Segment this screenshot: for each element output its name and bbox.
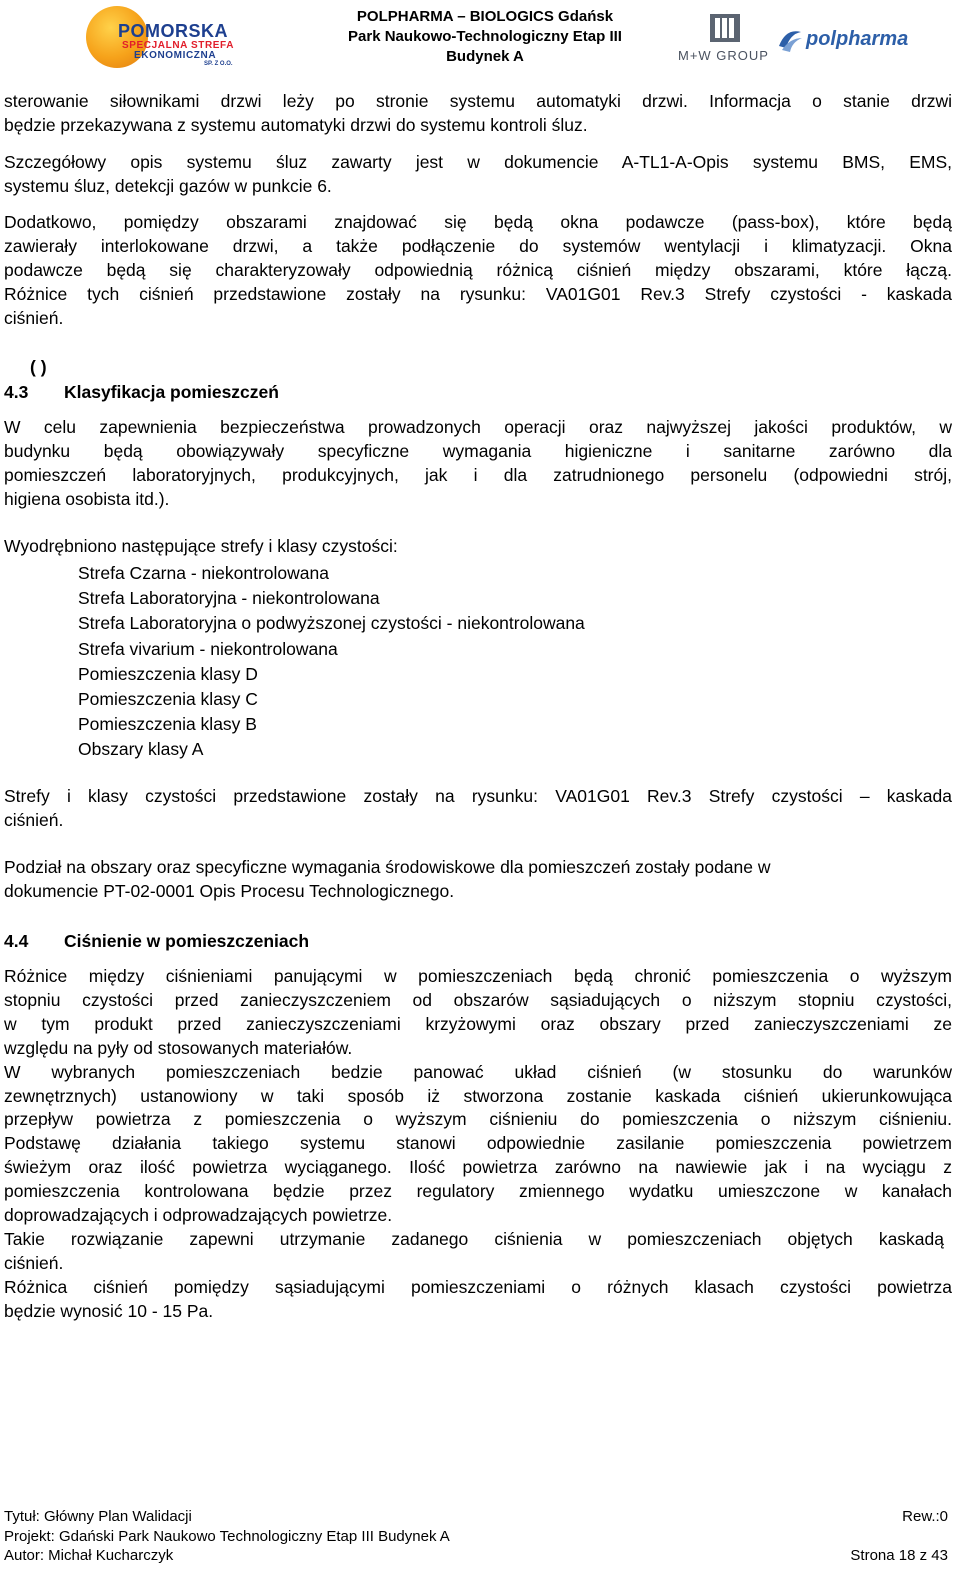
text-line: w tym produkt przed zanieczyszczeniami krzyżowymi oraz obszary przed zanieczyszczeniami ze bbox=[4, 1013, 952, 1034]
text-line: budynku będą obowiązywały specyficzne wymagania higieniczne i sanitarne zarówno dla bbox=[4, 440, 952, 461]
text-line: dokumencie PT-02-0001 Opis Procesu Technologicznego. bbox=[4, 880, 455, 901]
footer-author: Autor: Michał Kucharczyk bbox=[4, 1547, 174, 1564]
text-line: Szczegółowy opis systemu śluz zawarty jest w dokumencie A-TL1-A-Opis systemu BMS, EMS, bbox=[4, 152, 952, 172]
text-line: pomieszczeń laboratoryjnych, produkcyjnych, jak i dla zatrudnionego personelu (odpowiedni strój, bbox=[4, 464, 952, 485]
text-line: podawcze będą się charakteryzowały odpowiednią różnicą ciśnień między obszarami, które łączą. bbox=[4, 259, 952, 280]
footer-revision: Rew.:0 bbox=[902, 1508, 948, 1525]
text-line: zawierały interlokowane drzwi, a także podłączenie do systemów wentylacji i klimatyzacji. Okna bbox=[4, 235, 952, 256]
text-line: W celu zapewnienia bezpieczeństwa prowadzonych operacji oraz najwyższej jakości produktów, w bbox=[4, 417, 952, 437]
polpharma-text: polpharma bbox=[806, 28, 909, 50]
paragraph-room-pressure bbox=[4, 965, 952, 1324]
list-item: Strefa Laboratoryjna o podwyższonej czystości - niekontrolowana bbox=[78, 613, 585, 634]
text-line: zewnętrznych) ustanowiony w taki sposób iż stworzona zostanie kaskada ciśnień ukierunkowująca bbox=[4, 1085, 952, 1106]
section-heading-4-3 bbox=[4, 380, 279, 404]
header-title-line: Park Naukowo-Technologiczny Etap III bbox=[348, 28, 622, 45]
text-line: pomieszczenia kontrolowana będzie przez regulatory zmiennego wydatku umieszczone w kanałach bbox=[4, 1181, 952, 1202]
paragraph-zones-drawing bbox=[4, 785, 952, 833]
list-item: Strefa vivarium - niekontrolowana bbox=[78, 638, 338, 659]
cleanliness-zones-list bbox=[78, 561, 585, 763]
list-item: Pomieszczenia klasy D bbox=[78, 663, 258, 684]
section-heading-4-4 bbox=[4, 929, 309, 953]
footer-title: Tytuł: Główny Plan Walidacji bbox=[4, 1508, 192, 1525]
text-line: będzie przekazywana z systemu automatyki drzwi do systemu kontroli śluz. bbox=[4, 114, 588, 135]
logo-line-4: SP. Z O.O. bbox=[204, 61, 233, 67]
text-line: Podział na obszary oraz specyficzne wymagania środowiskowe dla pomieszczeń zostały podane w bbox=[4, 857, 771, 877]
header-title-line: Budynek A bbox=[446, 48, 524, 65]
section-number: 4.4 bbox=[4, 931, 29, 951]
text-line: Różnica ciśnień pomiędzy sąsiadującymi pomieszczeniami o różnych klasach czystości powietrza bbox=[4, 1276, 952, 1297]
footer-project: Projekt: Gdański Park Naukowo Technologiczny Etap III Budynek A bbox=[4, 1527, 450, 1545]
logo-line-3: EKONOMICZNA bbox=[134, 50, 217, 61]
paragraph-process-document bbox=[4, 856, 952, 904]
text-line: Różnice tych ciśnień przedstawione zostały na rysunku: VA01G01 Rev.3 Strefy czystości - kaskada bbox=[4, 283, 952, 304]
list-item: Pomieszczenia klasy B bbox=[78, 714, 257, 735]
stray-parentheses: ( ) bbox=[30, 357, 47, 377]
text-line: sterowanie siłownikami drzwi leży po stronie systemu automatyki drzwi. Informacja o stanie drzwi bbox=[4, 91, 952, 111]
text-line: W wybranych pomieszczeniach bedzie panować układ ciśnień (w stosunku do warunków bbox=[4, 1061, 952, 1082]
text-line: Dodatkowo, pomiędzy obszarami znajdować się będą okna podawcze (pass-box), które będą bbox=[4, 212, 952, 232]
page-footer bbox=[4, 1507, 948, 1566]
text-line: Wyodrębniono następujące strefy i klasy czystości: bbox=[4, 536, 398, 556]
logo-line-2: SPECJALNA STREFA bbox=[122, 40, 235, 51]
text-line: Różnice między ciśnieniami panującymi w pomieszczeniach będą chronić pomieszczenia o wyższym bbox=[4, 966, 952, 986]
text-line: względu na pyły od stosowanych materiałów. bbox=[4, 1037, 353, 1058]
text-line: Podstawę działania takiego systemu stanowi odpowiednie zasilanie pomieszczenia powietrzem bbox=[4, 1133, 952, 1154]
list-item: Obszary klasy A bbox=[78, 739, 204, 760]
logo-line-1: POMORSKA bbox=[118, 21, 229, 41]
list-item: Pomieszczenia klasy C bbox=[78, 689, 258, 710]
footer-page-number: Strona 18 z 43 bbox=[850, 1547, 948, 1564]
zones-intro bbox=[4, 535, 952, 559]
mw-group-text: M+W GROUP bbox=[678, 48, 769, 63]
text-line: higiena osobista itd.). bbox=[4, 488, 170, 509]
paragraph-door-automation bbox=[4, 90, 952, 138]
header-title-line: POLPHARMA – BIOLOGICS Gdańsk bbox=[356, 8, 614, 25]
section-number: 4.3 bbox=[4, 382, 29, 402]
text-line: Strefy i klasy czystości przedstawione zostały na rysunku: VA01G01 Rev.3 Strefy czystości – kaskada bbox=[4, 786, 952, 806]
text-line: ciśnień. bbox=[4, 809, 64, 830]
header-title bbox=[330, 7, 640, 67]
paragraph-hygiene-requirements bbox=[4, 416, 952, 512]
list-item: Strefa Laboratoryjna - niekontrolowana bbox=[78, 588, 380, 609]
section-title: Ciśnienie w pomieszczeniach bbox=[64, 931, 310, 951]
page-header bbox=[0, 0, 960, 78]
text-line: doprowadzających i odprowadzających powietrze. bbox=[4, 1205, 393, 1226]
polpharma-swirl-icon bbox=[776, 26, 804, 54]
text-line: Takie rozwiązanie zapewni utrzymanie zadanego ciśnienia w pomieszczeniach objętych kaskadą bbox=[4, 1228, 944, 1249]
text-line: będzie wynosić 10 - 15 Pa. bbox=[4, 1300, 214, 1321]
text-line: świeżym oraz ilość powietrza wyciąganego. Ilość powietrza zarówno na nawiewie jak i na wyciągu z bbox=[4, 1157, 952, 1178]
text-line: systemu śluz, detekcji gazów w punkcie 6. bbox=[4, 175, 332, 196]
list-item: Strefa Czarna - niekontrolowana bbox=[78, 563, 329, 583]
text-line: przepływ powietrza z pomieszczenia o wyższym ciśnieniu do pomieszczenia o niższym ciśnieniu. bbox=[4, 1109, 952, 1130]
pomorska-sse-logo bbox=[84, 4, 254, 70]
paragraph-pass-box bbox=[4, 211, 952, 331]
text-line: ciśnień. bbox=[4, 1252, 64, 1273]
mw-group-logo bbox=[676, 14, 776, 66]
paragraph-airlock-description bbox=[4, 151, 952, 199]
section-title: Klasyfikacja pomieszczeń bbox=[64, 382, 279, 402]
polpharma-logo bbox=[776, 26, 926, 56]
mw-mark-icon bbox=[710, 14, 740, 42]
text-line: ciśnień. bbox=[4, 307, 64, 328]
text-line: stopniu czystości przed zanieczyszczeniem od obszarów sąsiadujących o niższym stopniu czystości, bbox=[4, 989, 952, 1010]
